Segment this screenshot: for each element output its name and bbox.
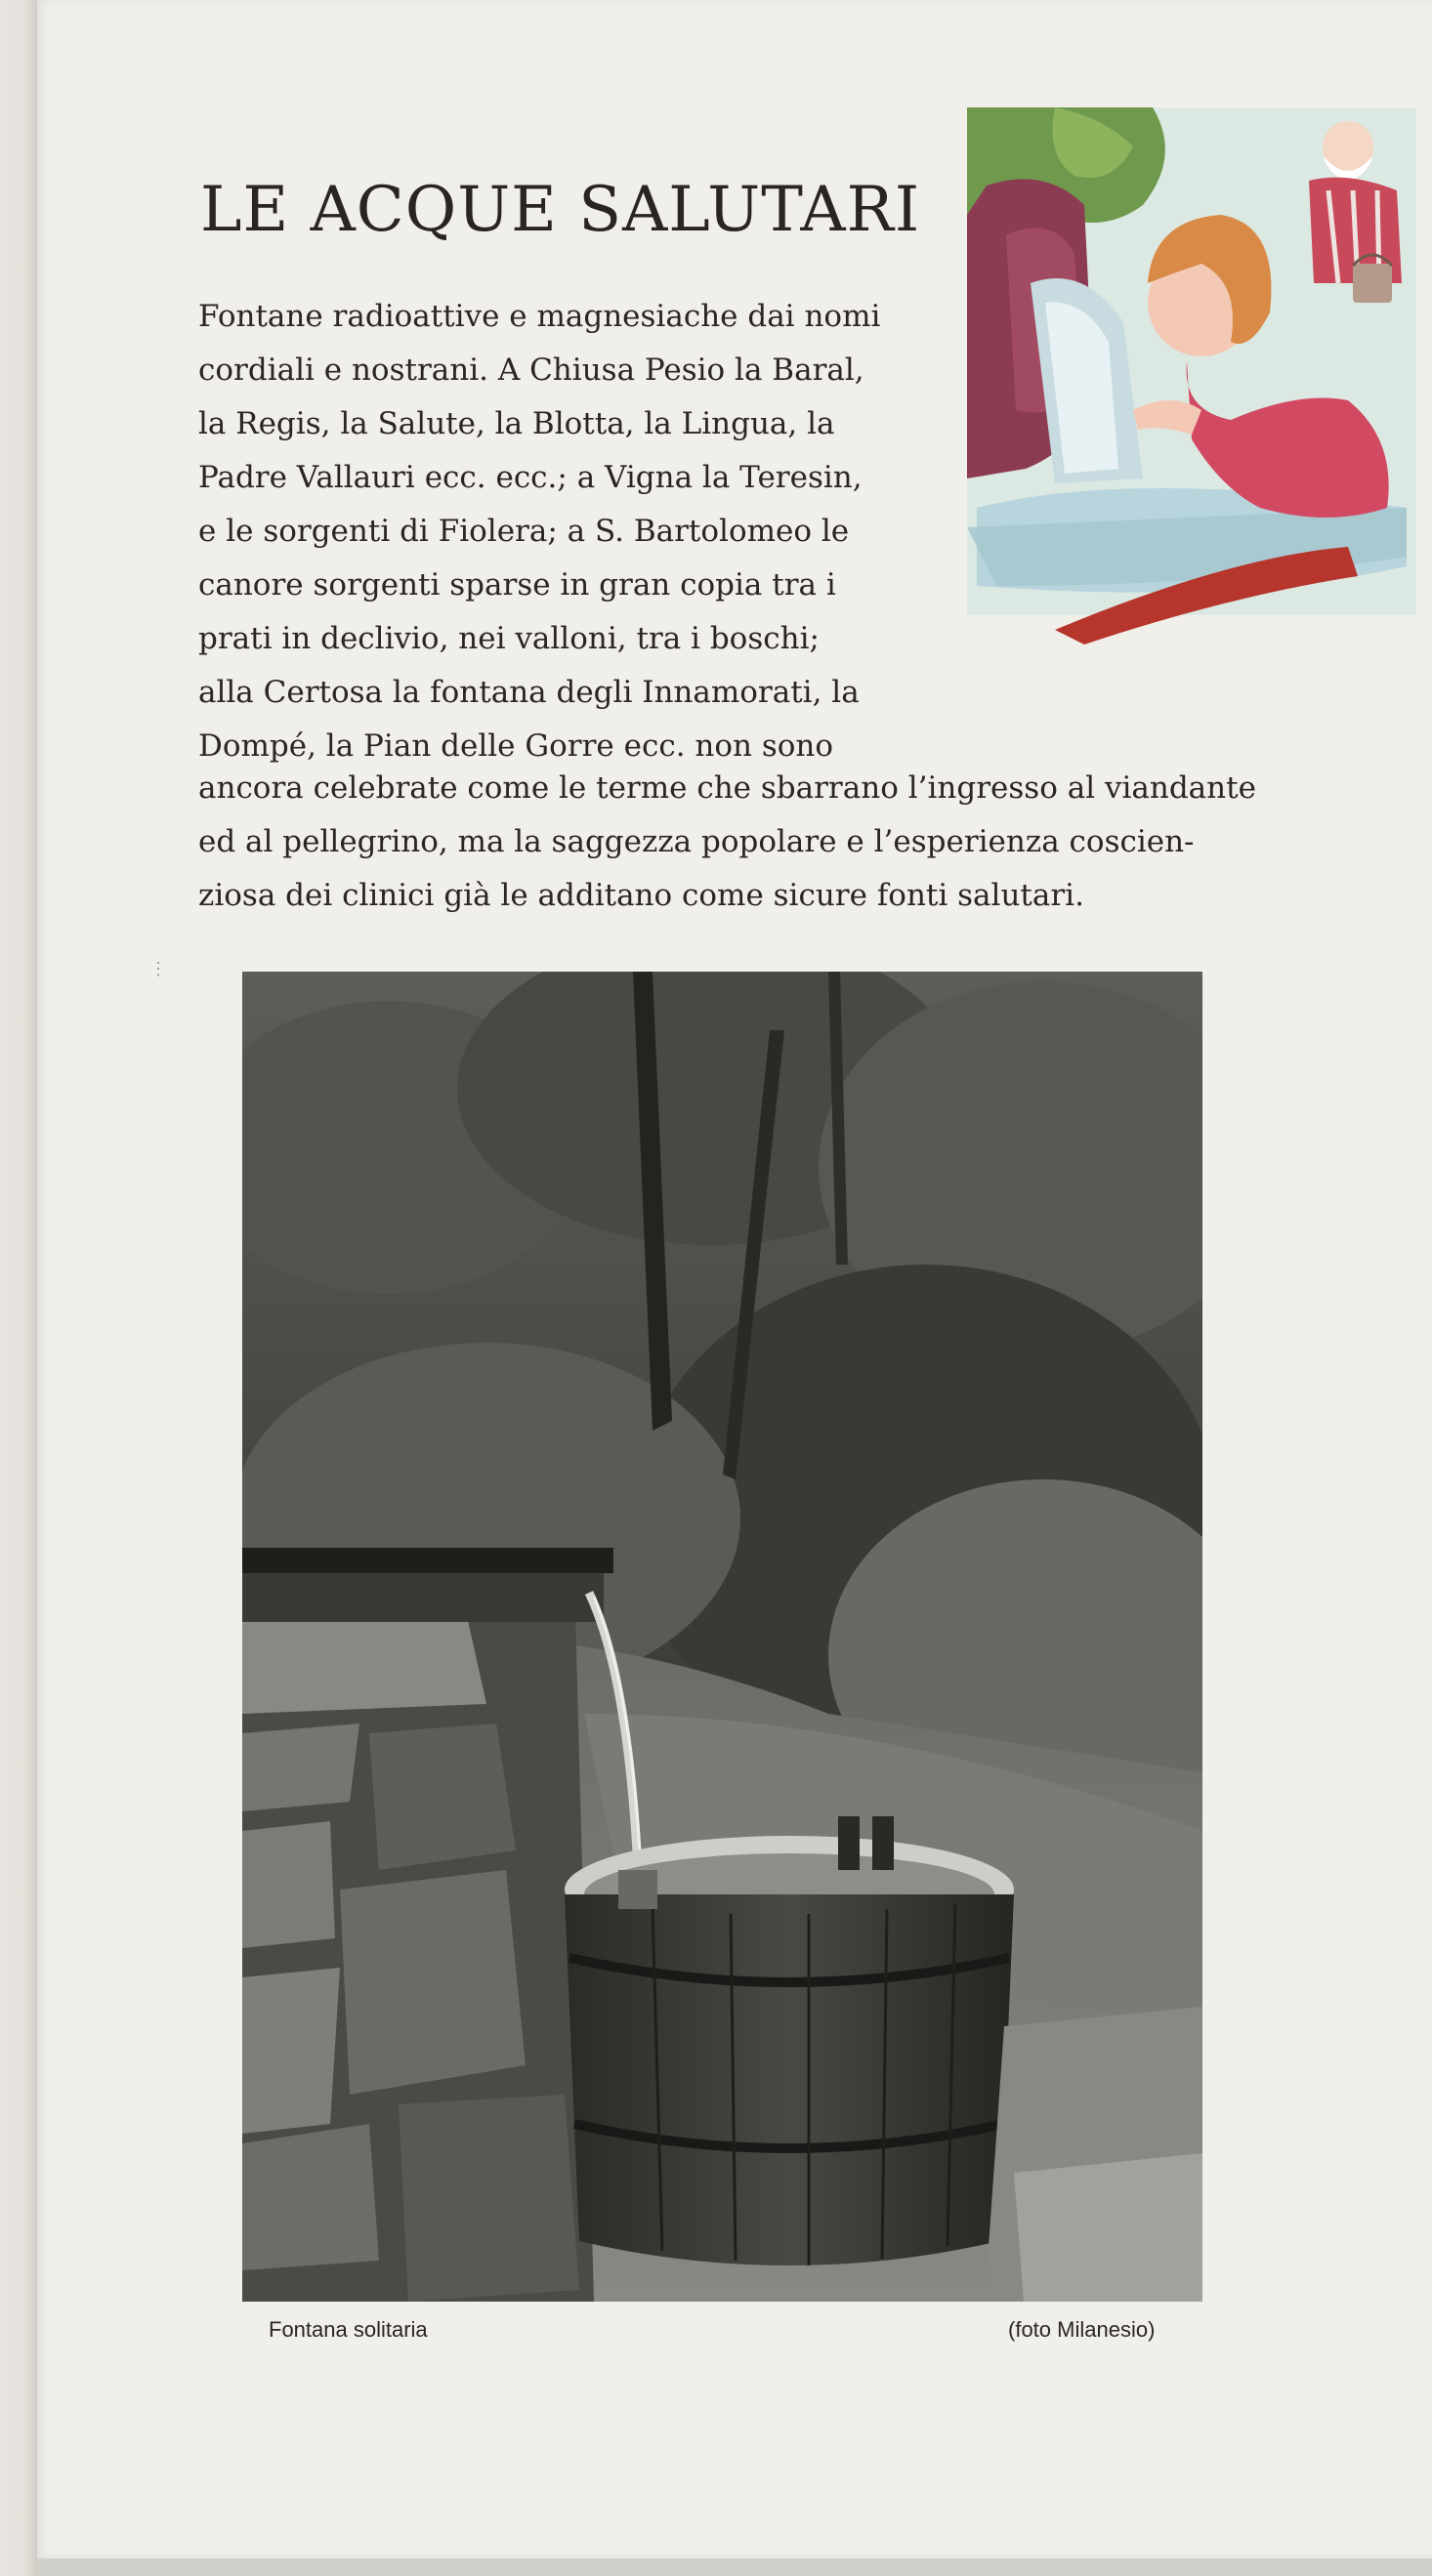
paragraph-column-lower xyxy=(198,762,1256,923)
illustration-woman-at-spring xyxy=(938,98,1426,644)
text-line: Padre Vallauri ecc. ecc.; a Vigna la Teresin, xyxy=(198,460,863,495)
text-line: alla Certosa la fontana degli Innamorati, la xyxy=(198,675,860,710)
text-line: ancora celebrate come le terme che sbarrano l’ingresso al viandante xyxy=(198,770,1256,806)
text-line: ed al pellegrino, ma la saggezza popolare e l’esperienza coscien- xyxy=(198,824,1195,859)
page-left-edge xyxy=(0,0,37,2576)
text-line: cordiali e nostrani. A Chiusa Pesio la Baral, xyxy=(198,353,864,388)
page-bottom-edge xyxy=(37,2558,1432,2576)
print-mark: ⋮ xyxy=(149,959,167,978)
photo-credit: (foto Milanesio) xyxy=(1008,2317,1156,2342)
photo-fountain xyxy=(242,972,1202,2302)
photo-caption: Fontana solitaria xyxy=(269,2317,428,2342)
text-line: e le sorgenti di Fiolera; a S. Bartolomeo le xyxy=(198,514,850,549)
text-line: Fontane radioattive e magnesiache dai nomi xyxy=(198,299,881,334)
text-line: prati in declivio, nei valloni, tra i boschi; xyxy=(198,621,820,656)
page-title: LE ACQUE SALUTARI xyxy=(200,174,921,246)
text-line: canore sorgenti sparse in gran copia tra i xyxy=(198,567,836,602)
text-line: Dompé, la Pian delle Gorre ecc. non sono xyxy=(198,728,834,764)
paragraph-column-upper xyxy=(198,290,881,773)
text-line: ziosa dei clinici già le additano come sicure fonti salutari. xyxy=(198,878,1084,913)
text-line: la Regis, la Salute, la Blotta, la Lingua, la xyxy=(198,406,835,441)
